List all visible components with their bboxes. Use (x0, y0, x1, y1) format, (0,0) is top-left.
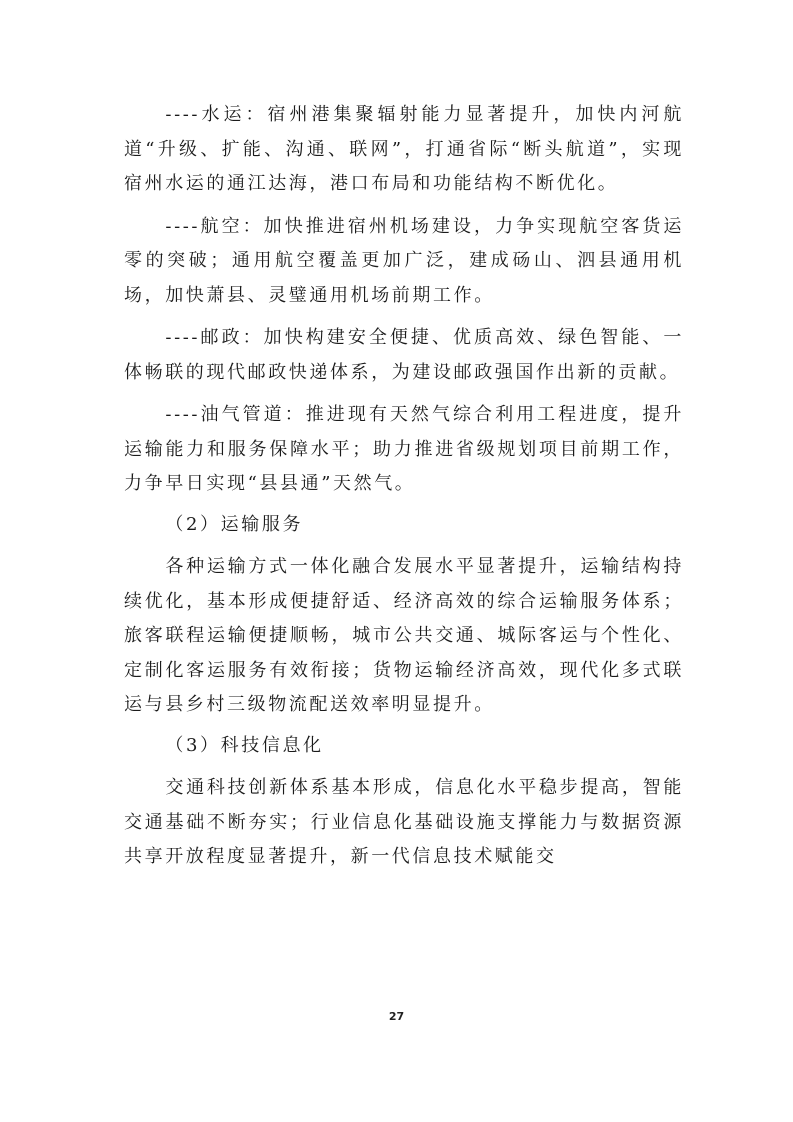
paragraph-postal: ----邮政：加快构建安全便捷、优质高效、绿色智能、一体畅联的现代邮政快递体系，为建设邮政强国作出新的贡献。 (124, 327, 684, 383)
section-heading-transport-service: （2）运输服务 (165, 513, 304, 535)
paragraph-water-transport: ----水运：宿州港集聚辐射能力显著提升，加快内河航道“升级、扩能、沟通、联网”，打通省际“断头航道”，实现宿州水运的通江达海，港口布局和功能结构不断优化。 (124, 104, 684, 194)
section-heading-tech-informatization: （3）科技信息化 (165, 734, 324, 756)
paragraph-tech-informatization: 交通科技创新体系基本形成，信息化水平稳步提高，智能交通基础不断夯实；行业信息化基础设施支撑能力与数据资源共享开放程度显著提升，新一代信息技术赋能交 (124, 777, 684, 867)
page-body (124, 98, 684, 875)
page-number: 27 (388, 1010, 405, 1023)
paragraph-transport-service: 各种运输方式一体化融合发展水平显著提升，运输结构持续优化，基本形成便捷舒适、经济高效的综合运输服务体系；旅客联程运输便捷顺畅，城市公共交通、城际客运与个性化、定制化客运服务有效衔接；货物运输经济高效，现代化多式联运与县乡村三级物流配送效率明显提升。 (124, 556, 684, 715)
paragraph-oil-gas-pipeline: ----油气管道：推进现有天然气综合利用工程进度，提升运输能力和服务保障水平；助力推进省级规划项目前期工作，力争早日实现“县县通”天然气。 (124, 404, 684, 494)
paragraph-aviation: ----航空：加快推进宿州机场建设，力争实现航空客货运零的突破；通用航空覆盖更加广泛，建成砀山、泗县通用机场，加快萧县、灵璧通用机场前期工作。 (124, 215, 684, 306)
